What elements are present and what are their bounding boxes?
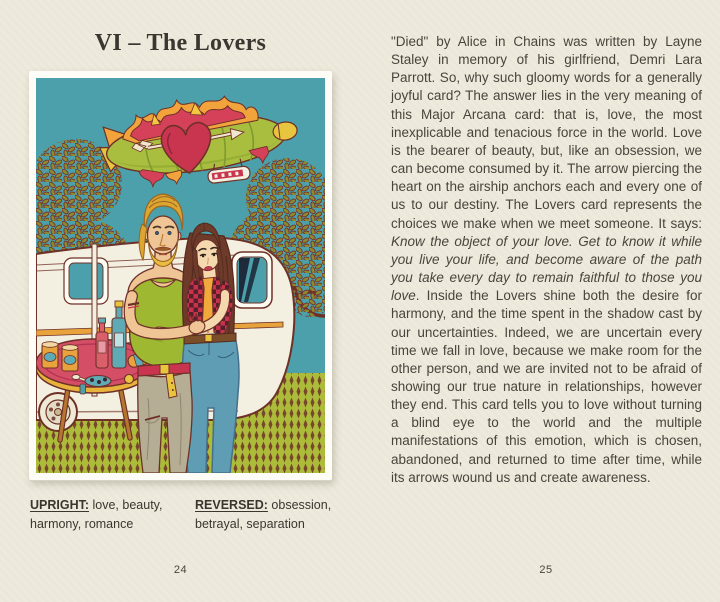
reversed-keywords [195,496,332,535]
body-text-part2: . Inside the Lovers shine both the desire for harmony, and the time spent in the shadow cast by our uncertainties. Indeed, we are uncertain every time we fall in love, because we make room for the other person, and we are invited not to be afraid of showing our true nature in relationships, however they end. This card tells you to love without turning a blind eye to the world and the multiple manifestations of this emotion, which is chosen, abandoned, and returned to time after time, while its arrows wound us and create awareness. [391,288,702,485]
lovers-card-illustration [36,78,325,473]
upright-label: UPRIGHT: [30,498,90,512]
page-number-left: 24 [173,564,188,576]
lighter [80,384,86,394]
body-text [391,33,702,487]
lemon [125,375,134,384]
caravan-window-left [64,258,108,304]
body-text-part1: "Died" by Alice in Chains was written by Layne Staley in memory of his girlfriend, Demri Lara Parrott. So, why such gloomy words for a generally joyful card? The answer lies in the very meaning of this Major Arcana card: that is, love, the most inexplicable and tenacious force in the world. Love is the bearer of beauty, but, like an obsession, we can become consumed by it. The arrow piercing the heart on the airship anchors each and every one of us to our destiny. The Lovers card represents the choices we make when we meet someone. It says: [391,34,702,231]
tarot-card [29,71,332,480]
beer-can [42,342,58,368]
ashtray [85,376,111,387]
beer-can-2 [62,345,78,371]
page-number-right: 25 [539,564,553,576]
reversed-text: obsession, betrayal, separation [195,498,332,532]
body-text-italic-quote: Know the object of your love. Get to know it while you live your life, and become aware of the path you take every day to remain faithful to those you love [391,233,702,304]
keywords [30,496,332,535]
page-title: VI – The Lovers [94,30,267,56]
caravan-window-right [232,252,272,308]
upright-keywords [30,496,167,535]
caravan-wheel [39,393,77,431]
upright-text: love, beauty, harmony, romance [30,498,163,532]
reversed-label: REVERSED: [195,498,268,512]
